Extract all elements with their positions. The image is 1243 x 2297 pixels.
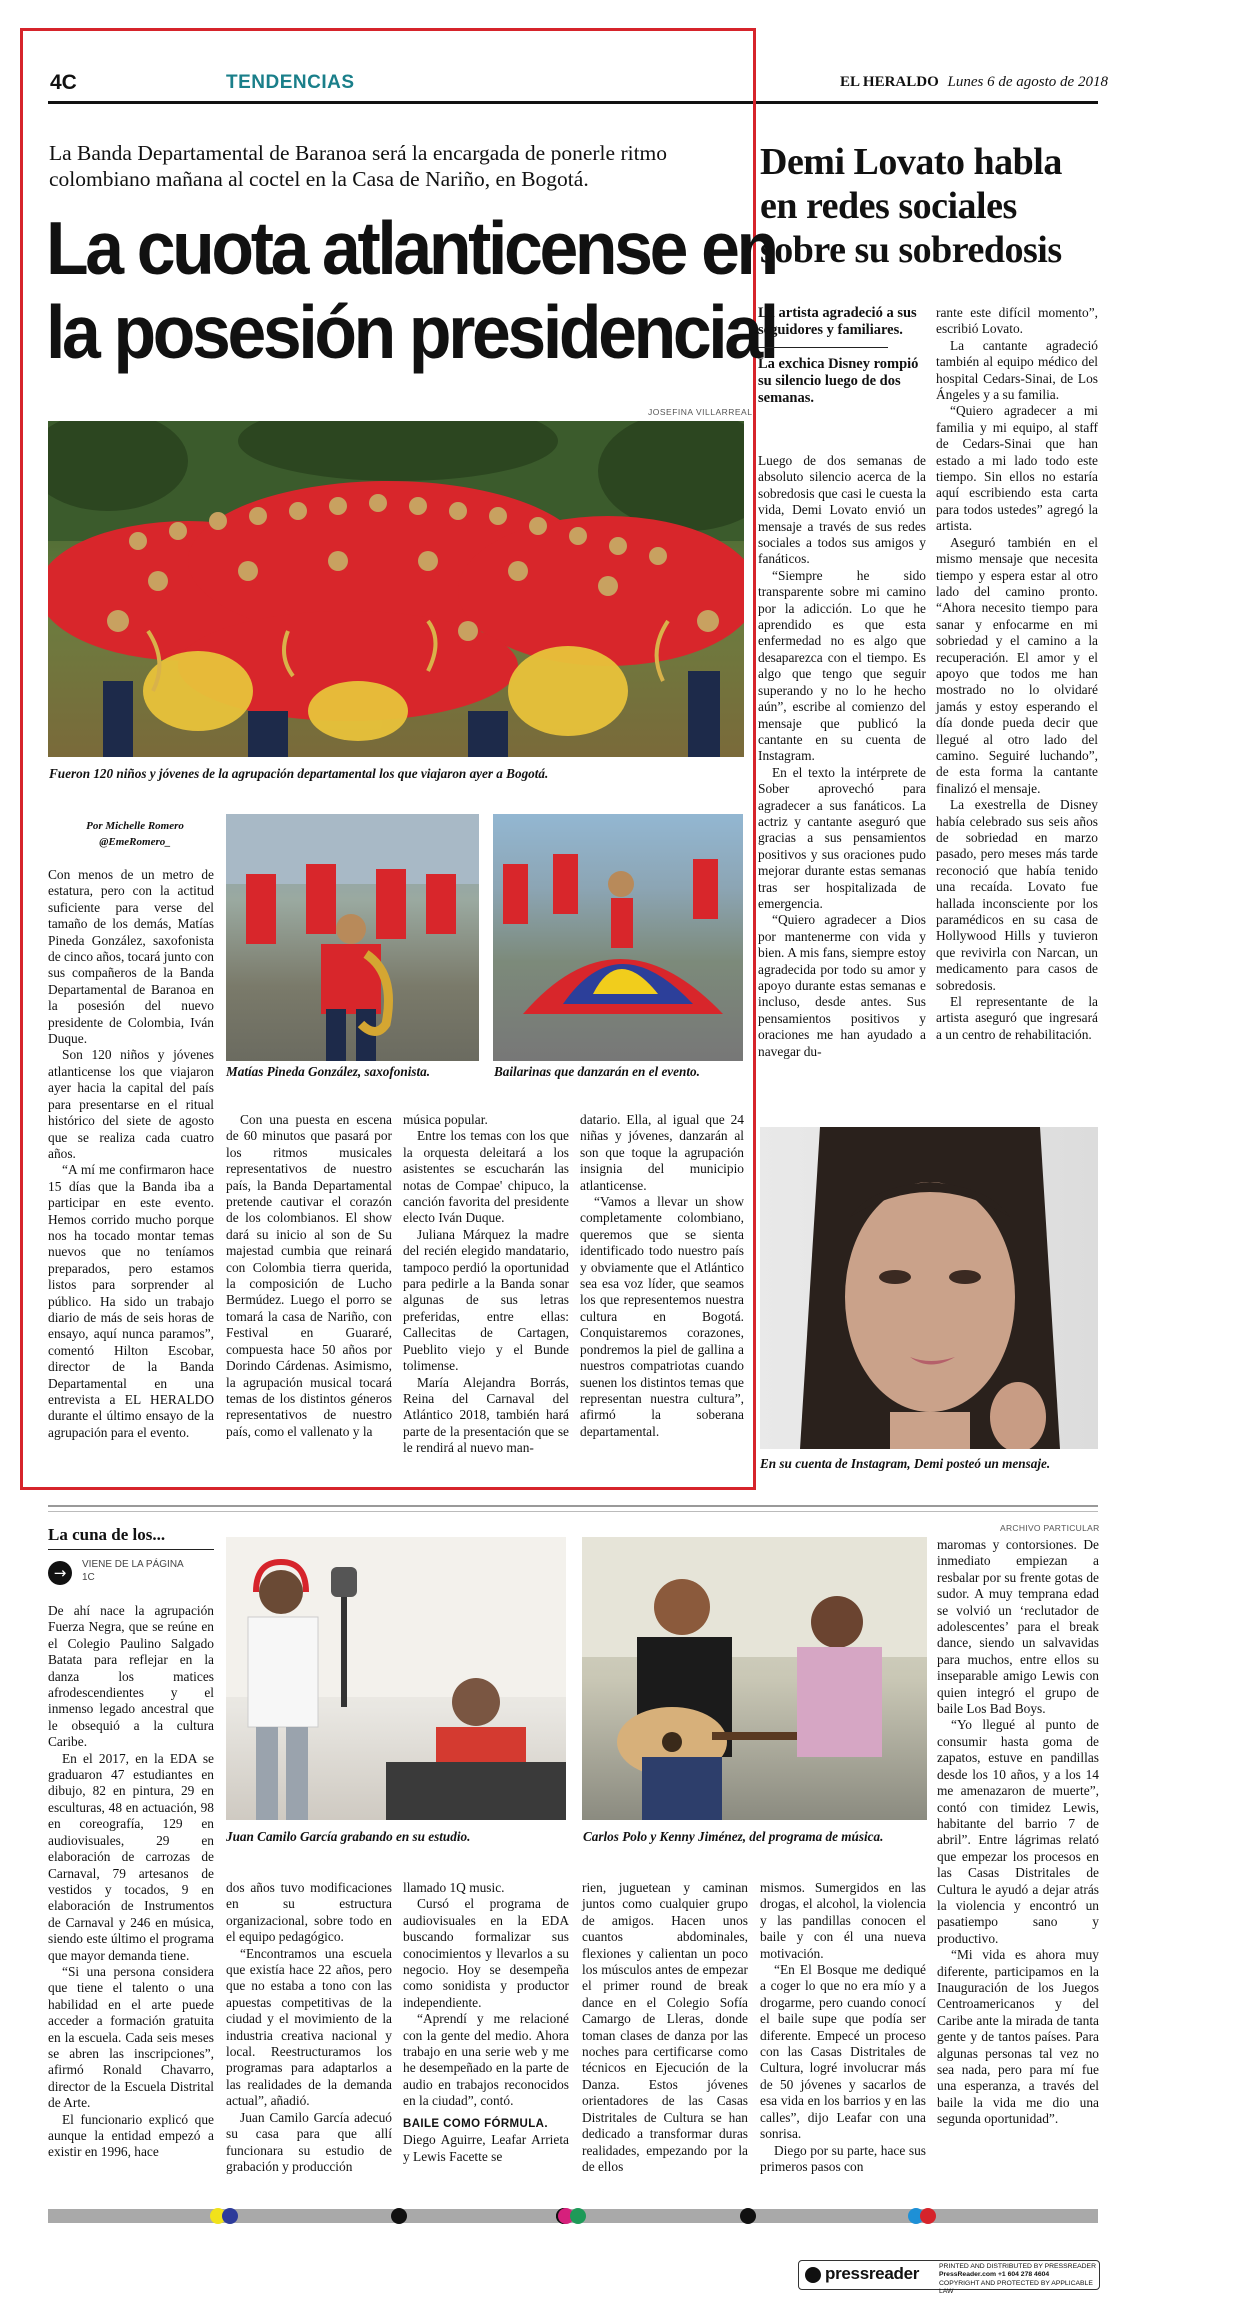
demi-photo-art xyxy=(760,1127,1098,1449)
saxophonist-art xyxy=(226,814,479,1061)
bottom-photo-credit: ARCHIVO PARTICULAR xyxy=(1000,1523,1100,1533)
band-group-photo xyxy=(48,421,744,757)
demi-subhead-1: La artista agradeció a sus seguidores y familiares. xyxy=(758,305,917,338)
main-paragraph: “Vamos a llevar un show completamente colombiano, queremos que se sienta identificado todo nuestro país y obviamente que el Atlántico sea esa voz líder, que seamos los que representemos nuestra cultura en Bogotá. Conquistaremos corazones, pondremos la piel de gallina a nuestros compatriotas cuando suenen los distintos temas que representan nuestra cultura”, afirmó la soberana departamental. xyxy=(580,1194,744,1439)
demi-paragraph: En el texto la intérprete de Sober aprovechó para agradecer a sus fanáticos. La actriz y cantante aseguró que gracias a sus pensamientos positivos y sus oraciones pudo mejorar durante estas semanas tras ser hospitalizada de emergencia. xyxy=(758,764,926,911)
title-rule xyxy=(48,1549,214,1550)
bottom-paragraph: En el 2017, en la EDA se graduaron 47 estudiantes en dibujo, 82 en pintura, 29 en esculturas, 48 en actuación, 98 en coreografía, 129 en audiovisuales, 29 en elaboración de carrozas de Carnaval, 79 artesanos de vestidos y tocados, 9 en elaboración de Instrumentos de Carnaval y 246 en música, siendo este último el programa que mayor demanda tiene. xyxy=(48,1750,214,1963)
photo-credit: JOSEFINA VILLARREAL xyxy=(648,407,753,417)
registration-mark xyxy=(570,2208,586,2224)
bottom-paragraph: Juan Camilo García adecuó su casa para que allí funcionara su estudio de grabación y producción xyxy=(226,2109,392,2174)
registration-bar xyxy=(48,2209,1098,2223)
demi-paragraph: Aseguró también en el mismo mensaje que necesita tiempo y espera estar al otro lado del camino pronto. “Ahora necesito tiempo para sanar y enfocarme en mi sobriedad y el camino a la recuperación. El amor y el apoyo que todos me han mostrado no lo olvidaré jamás y estoy esperando el día donde pueda decir que llegué al otro lado del camino. Seguiré luchando”, de esta forma la cantante finalizó el mensaje. xyxy=(936,534,1098,796)
bottom-col-2 xyxy=(226,1880,392,2175)
bottom-paragraph: De ahí nace la agrupación Fuerza Negra, que se reúne en el Colegio Paulino Salgado Batata para reflejar en la danza los matices afrodescendientes y el inmenso legado ancestral que le obsequió a la cultura Caribe. xyxy=(48,1603,214,1750)
headline xyxy=(46,206,776,374)
dancers-caption: Bailarinas que danzarán en el evento. xyxy=(494,1064,700,1079)
subhead-divider xyxy=(758,347,888,348)
bottom-paragraph: “Yo llegué al punto de consumir hasta goma de zapatos, estuve en pandillas desde los 10 años, y a los 14 me amenazaron de muerte”, contó con timidez Lewis, habitante del barrio 7 de abril”. Entre lágrimas relató que empezar los procesos en las Casas Distritales de Cultura le ayudó a dejar atrás la violencia y encontró un pasatiempo sano y productivo. xyxy=(937,1717,1099,1946)
byline-handle: @EmeRomero_ xyxy=(99,836,171,848)
demi-paragraph: “Siempre he sido transparente sobre mi camino por la adicción. Lo que he aprendido es que esta enfermedad no es algo que desaparezca con el tiempo. Es algo que tengo que seguir superando y no lo he hecho aún”, escribe al comienzo del mensaje que publicó la cantante en su cuenta de Instagram. xyxy=(758,567,926,764)
main-col-4 xyxy=(580,1112,744,1440)
bottom-paragraph: maromas y contorsiones. De inmediato empiezan a resbalar por su frente gotas de sudor. A muy temprana edad se volvió un ‘reclutador de adolescentes’ para el break dance, siendo un salvavidas para muchos, entre ellos su inseparable amigo Lewis con quien integró el grupo de baile Los Bad Boys. xyxy=(937,1537,1099,1717)
headline-line-1: La cuota atlanticense en xyxy=(46,206,776,290)
demi-col-a xyxy=(758,453,926,1060)
pressreader-line-2: PressReader.com +1 604 278 4604 xyxy=(939,2271,1050,2279)
demi-paragraph: rante este difícil momento”, escribió Lovato. xyxy=(936,305,1098,337)
demi-headline: Demi Lovato habla en redes sociales sobre su sobredosis xyxy=(760,141,1062,271)
main-paragraph: Entre los temas con los que la orquesta deleitará a los asistentes se escucharán las notas de Compae' chipuco, la canción favorita del presidente electo Iván Duque. xyxy=(403,1128,569,1226)
section-divider-thin xyxy=(48,1511,1098,1512)
bottom-paragraph: “Encontramos una escuela que existía hace 22 años, pero que no estaba a tono con las apuestas competitivas de la ciudad y el movimiento de la industria creativa nacional y local. Reestructuramos los programas para adaptarlos a las realidades de la demanda actual”, añadió. xyxy=(226,1945,392,2109)
bottom-paragraph: llamado 1Q music. xyxy=(403,1880,505,1895)
bottom-paragraph: dos años tuvo modificaciones en su estructura organizacional, sobre todo en el equipo pedagógico. xyxy=(226,1880,392,1945)
issue-date: Lunes 6 de agosto de 2018 xyxy=(947,74,1108,90)
jump-text: VIENE DE LA PÁGINA 1C xyxy=(82,1559,184,1583)
pressreader-badge[interactable] xyxy=(798,2260,1100,2296)
bottom-paragraph: El funcionario explicó que aunque la entidad empezó a existir en 1996, hace xyxy=(48,2111,214,2160)
arrow-right-icon: → xyxy=(48,1561,72,1585)
main-paragraph: Con una puesta en escena de 60 minutos que pasará por los ritmos musicales representativos de nuestro país, la Banda Departamental pretende cautivar el corazón de los colombianos. El show dará su inicio al son de Su majestad cumbia que reinará con Colombia tierra querida, la composición de Lucho Bermúdez. Luego el porro se tomará la casa de Nariño, con Festival en Guararé, compuesta hace 50 años por Dorindo Cárdenas. Asimismo, la agrupación musical tocará temas de los distintos géneros representativos de nuestro país, como el vallenato y la xyxy=(226,1112,392,1439)
bottom-paragraph: “En El Bosque me dediqué a coger lo que no era mío y a drogarme, pero cuando conocí el baile supe que podía ser diferente. Empecé un proceso con las Casas Distritales de Cultura, logré involucrar más de 50 jóvenes y sacarlos de esa vida en los barrios y en las calles”, dijo Leafar con una sonrisa. xyxy=(760,1962,926,2142)
studio-art xyxy=(226,1537,566,1820)
demi-lovato-photo xyxy=(760,1127,1098,1449)
headline-line-2: la posesión presidencial xyxy=(46,290,776,374)
pressreader-line-3: COPYRIGHT AND PROTECTED BY APPLICABLE LAW xyxy=(939,2279,1093,2296)
main-paragraph: datario. Ella, al igual que 24 niñas y jóvenes, danzarán al son que toque la agrupación insignia del municipio atlanticense. xyxy=(580,1112,744,1193)
section-label: TENDENCIAS xyxy=(226,72,355,93)
main-paragraph: María Alejandra Borrás, Reina del Carnaval del Atlántico 2018, también hará parte de la presentación que se le rendirá al nuevo man- xyxy=(403,1374,569,1456)
demi-paragraph: Luego de dos semanas de absoluto silencio acerca de la sobredosis que casi le cuesta la vida, Demi Lovato envió un mensaje a través de sus redes sociales a todos sus amigos y fanáticos. xyxy=(758,453,926,567)
bottom-paragraph: “Aprendí y me relacioné con la gente del medio. Ahora trabajo en una serie web y me he desempeñado en la parte de audio en trabajos reconocidos en la ciudad”, contó. xyxy=(403,2011,569,2109)
header-date-line xyxy=(840,74,1108,91)
main-paragraph: Juliana Márquez la madre del recién elegido mandatario, tampoco perdió la oportunidad para pedirle a la Banda sonar algunas de sus letras preferidas, entre ellas: Callecitas de Cartagen, Pueblito viejo y el Bunde tolimense. xyxy=(403,1226,569,1374)
main-col-1 xyxy=(48,867,214,1441)
band-photo-art xyxy=(48,421,744,757)
byline-name: Por Michelle Romero xyxy=(86,820,184,832)
saxophonist-photo xyxy=(226,814,479,1061)
pressreader-logo: pressreader xyxy=(825,2264,920,2283)
studio-photo xyxy=(226,1537,566,1820)
bottom-paragraph: Diego Aguirre, Leafar Arrieta y Lewis Facette se xyxy=(403,2132,569,2164)
bottom-paragraph: “Si una persona considera que tiene el talento o una habilidad en el arte puede acceder a formación gratuita en la escuela. Cada seis meses se abren las inscripciones”, afirmó Ronald Chavarro, director de la Escuela Distrital de Arte. xyxy=(48,1963,214,2111)
jump-indicator[interactable] xyxy=(48,1557,214,1595)
bottom-col-6 xyxy=(937,1537,1099,2128)
main-paragraph: “A mí me confirmaron hace 15 días que la Banda iba a participar en este evento. Hemos corrido mucho porque nos ha tocado montar temas nuevos que no teníamos preparados, pero estamos listos para sorprender al público. Ha sido un trabajo diario de más de seis horas de ensayo, aquí nunca paramos”, comentó Hilton Escobar, director de la Banda Departamental en una entrevista a EL HERALDO durante el último ensayo de la agrupación para el evento. xyxy=(48,1162,214,1440)
bottom-paragraph: Diego por su parte, hace sus primeros pasos con xyxy=(760,2142,926,2174)
music-program-art xyxy=(582,1537,927,1820)
demi-col-b xyxy=(936,305,1098,1043)
demi-paragraph: La exestrella de Disney había celebrado sus seis años de sobriedad en marzo pasado, pero meses más tarde reconoció que había tenido una recaída. Lovato fue hallada inconsciente por los paramédicos en su casa de Hollywood Hills y tuvieron que revivirla con Narcan, un medicamento para casos de sobredosis. xyxy=(936,797,1098,993)
demi-subheads xyxy=(758,305,924,407)
demi-paragraph: “Quiero agradecer a Dios por mantenerme con vida y bien. A mis fans, siempre estoy agradecida por todo su amor y apoyo durante estas semanas e incluso, desde antes. Sus pensamientos positivos y oraciones me han ayudado a navegar du- xyxy=(758,912,926,1059)
demi-paragraph: El representante de la artista aseguró que ingresará a un centro de rehabilitación. xyxy=(936,994,1098,1042)
byline xyxy=(70,818,200,850)
studio-caption: Juan Camilo García grabando en su estudio. xyxy=(226,1829,471,1844)
bottom-col-5 xyxy=(760,1880,926,2175)
main-paragraph: Con menos de un metro de estatura, pero con la actitud suficiente para verse del tamaño de los demás, Matías Pineda González, saxofonista de cinco años, tocará junto con sus compañeros de la Banda Departamental de Baranoa en la posesión del nuevo presidente de Colombia, Iván Duque. xyxy=(48,867,214,1047)
music-program-photo xyxy=(582,1537,927,1820)
main-col-2 xyxy=(226,1112,392,1440)
bottom-subhead: BAILE COMO FÓRMULA. xyxy=(403,2117,548,2130)
bottom-paragraph: “Mi vida es ahora muy diferente, participamos en la Inauguración de los Juegos Centroamericanos y del Caribe ante la mirada de tanta gente y de tantos países. Para algunas personas tal vez no sea nada, pero para mí fue una esperanza, a través del baile la vida me dio una segunda oportunidad”. xyxy=(937,1947,1099,2127)
pressreader-legal xyxy=(939,2263,1097,2297)
demi-photo-caption: En su cuenta de Instagram, Demi posteó un mensaje. xyxy=(760,1456,1051,1471)
bottom-col-4 xyxy=(582,1880,748,2175)
pressreader-line-1: PRINTED AND DISTRIBUTED BY PRESSREADER xyxy=(939,2263,1096,2270)
registration-mark xyxy=(222,2208,238,2224)
demi-paragraph: La cantante agradeció también al equipo médico del hospital Cedars-Sinai, de Los Ángeles y a su familia. xyxy=(936,337,1098,403)
main-photo-caption: Fueron 120 niños y jóvenes de la agrupación departamental los que viajaron ayer a Bogotá. xyxy=(49,766,549,781)
page-number: 4C xyxy=(50,71,77,94)
newspaper-name: EL HERALDO xyxy=(840,74,939,90)
bottom-story-title: La cuna de los... xyxy=(48,1525,166,1544)
music-program-caption: Carlos Polo y Kenny Jiménez, del programa de música. xyxy=(583,1829,884,1844)
main-col-3 xyxy=(403,1112,569,1457)
pressreader-logo-icon xyxy=(805,2267,821,2283)
registration-mark xyxy=(391,2208,407,2224)
main-paragraph: Son 120 niños y jóvenes atlanticense los que viajaron ayer hacia la capital del país para presentarse en el ritual histórico del siete de agosto que se realiza cada cuatro años. xyxy=(48,1047,214,1161)
registration-mark xyxy=(740,2208,756,2224)
bottom-col-3 xyxy=(403,1880,569,2165)
main-paragraph: música popular. xyxy=(403,1112,488,1127)
bottom-paragraph: Cursó el programa de audiovisuales en la EDA buscando formalizar sus conocimientos y llevarlos a su negocio. Hoy se desempeña como sonidista y productor independiente. xyxy=(403,1896,569,2010)
section-divider xyxy=(48,1505,1098,1507)
kicker: La Banda Departamental de Baranoa será la encargada de ponerle ritmo colombiano mañana al coctel en la Casa de Nariño, en Bogotá. xyxy=(49,141,668,191)
registration-mark xyxy=(920,2208,936,2224)
demi-subhead-2: La exchica Disney rompió su silencio luego de dos semanas. xyxy=(758,356,919,406)
demi-paragraph: “Quiero agradecer a mi familia y mi equipo, al staff de Cedars-Sinai que han estado a mi lado todo este tiempo. Sin ellos no estaría aquí escribiendo esta carta para todos ustedes” agregó la artista. xyxy=(936,403,1098,534)
bottom-paragraph: rien, juguetean y caminan juntos como cualquier grupo de amigos. Hacen unos cuantos abdominales, flexiones y calientan un poco los músculos antes de empezar el primer round de break dance en el Colegio Sofía Camargo de Lleras, donde toman clases de danza por las noches para certificarse como técnicos en Ejecución de la Danza. Estos jóvenes orientadores de las Casas Distritales de Cultura se han dedicado a transformar duras realidades, empezando por la de ellos xyxy=(582,1880,748,2174)
saxophonist-caption: Matías Pineda González, saxofonista. xyxy=(226,1064,431,1079)
dancers-photo xyxy=(493,814,743,1061)
bottom-col-1 xyxy=(48,1603,214,2161)
bottom-paragraph: mismos. Sumergidos en las drogas, el alcohol, la violencia y las pandillas conocen el baile y con él una nueva motivación. xyxy=(760,1880,926,1961)
dancers-art xyxy=(493,814,743,1061)
